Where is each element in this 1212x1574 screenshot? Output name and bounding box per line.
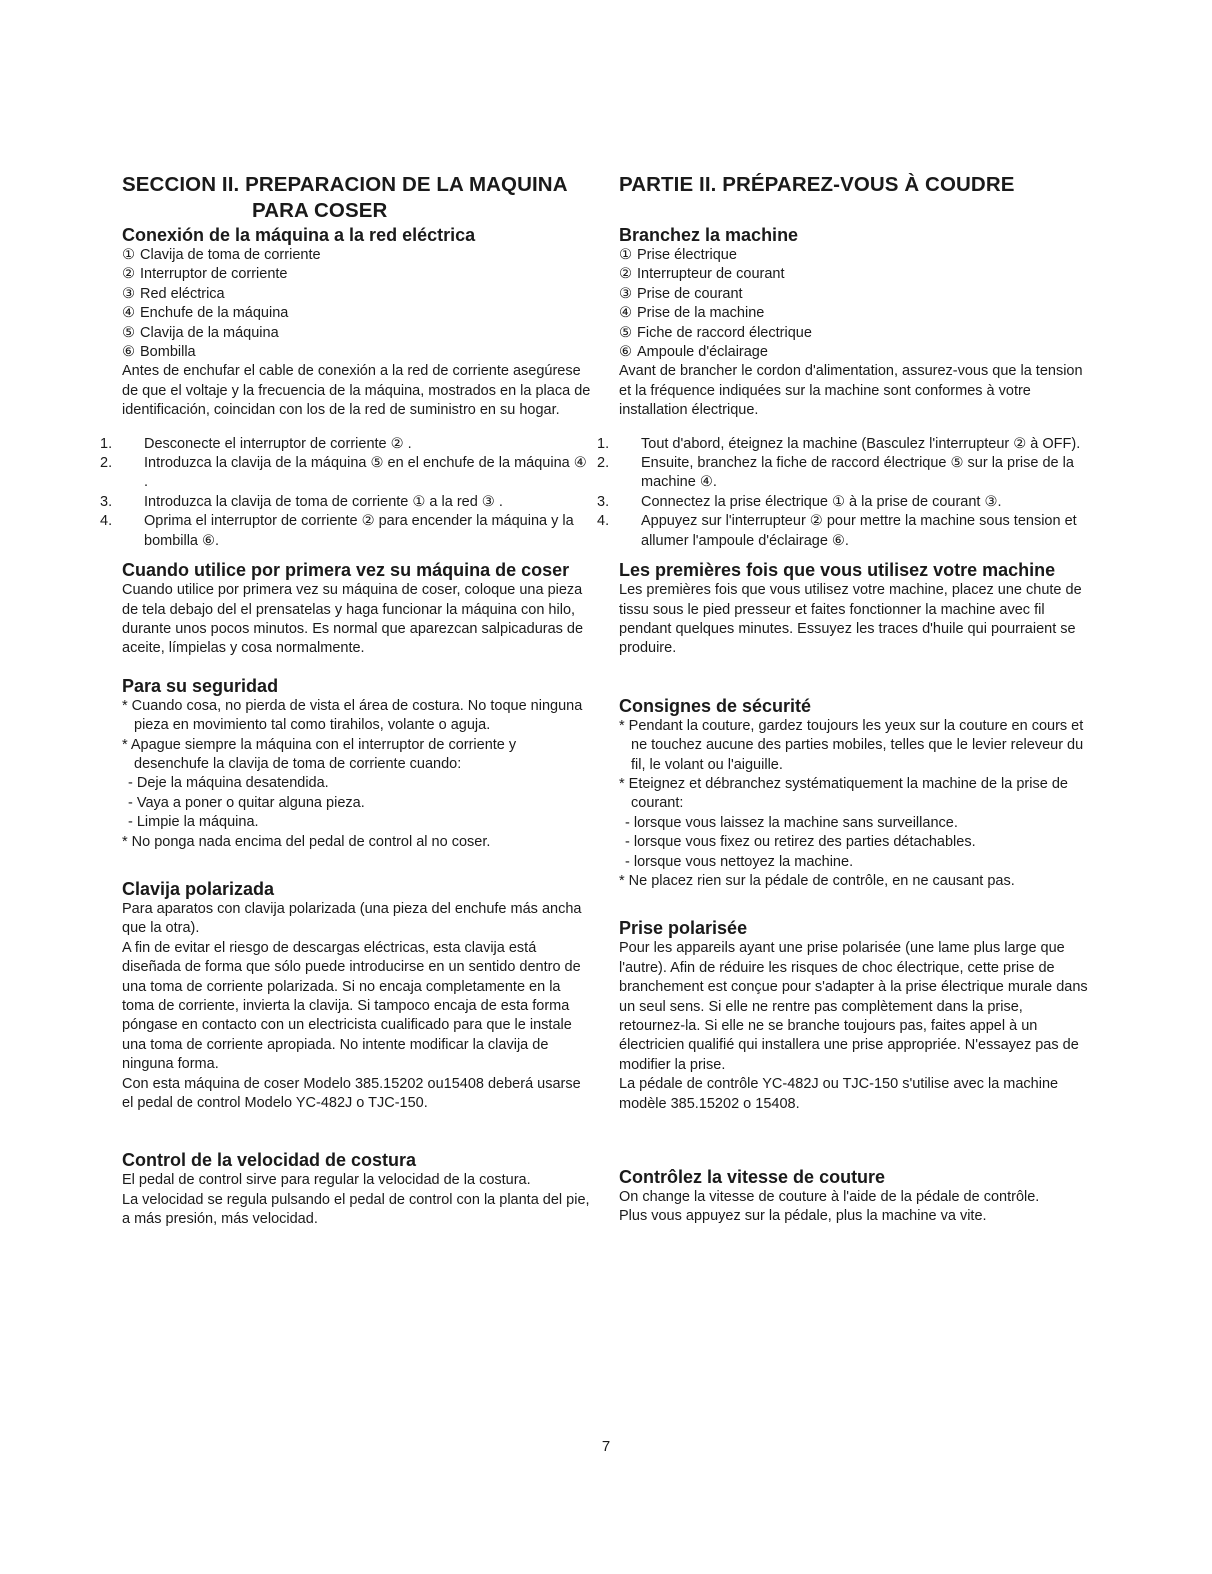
fr-polar-p2: La pédale de contrôle YC-482J ou TJC-150 s'utilise avec la machine modèle 385.15202 o 15408. [619,1076,1059,1112]
es-safety-bullet: * No ponga nada encima del pedal de control al no coser. [122,833,491,850]
es-safety-dash: - Deje la máquina desatendida. [128,775,329,792]
es-speed-heading: Control de la velocidad de costura [122,1150,417,1171]
list-item: ④ Enchufe de la máquina [122,305,289,322]
es-polar-p1: Para aparatos con clavija polarizada (una pieza del enchufe más ancha que la otra). [122,900,582,937]
list-item: ⑤ Clavija de la máquina [122,324,279,341]
list-item: ④ Prise de la machine [619,305,765,322]
list-item: ③ Prise de courant [619,285,743,302]
es-safety-dash: - Limpie la máquina. [128,814,259,831]
fr-connect-paragraph: Avant de brancher le cordon d'alimentation, assurez-vous que la tension et la fréquence indiquées sur la machine sont conformes à votre installation électrique. [619,363,1083,419]
list-item: ② Interruptor de corriente [122,266,288,283]
fr-speed-p2: Plus vous appuyez sur la pédale, plus la machine va vite. [619,1208,987,1225]
es-speed-p2: La velocidad se regula pulsando el pedal de control con la planta del pie, a más presión, más velocidad. [122,1191,590,1228]
es-safety-heading: Para su seguridad [122,675,279,696]
page-number: 7 [601,1438,611,1455]
list-item: ① Prise électrique [619,247,737,263]
fr-safety-dash: - lorsque vous laissez la machine sans surveillance. [625,814,958,831]
list-item: ⑥ Bombilla [122,344,196,361]
fr-first-use-heading: Les premières fois que vous utilisez votre machine [619,560,1056,581]
es-connect-paragraph: Antes de enchufar el cable de conexión a la red de corriente asegúrese de que el voltaje y la frecuencia de la máquina, mostrados en la placa de identificación, coincidan con los de la red de suministro en su hogar. [122,363,591,419]
fr-first-use-paragraph: Les premières fois que vous utilisez votre machine, placez une chute de tissu sous le pied presseur et faites fonctionner la machine avec fil pendant quelques minutes. Essuyez les traces d'huile qui pourraient se produire. [619,582,1082,657]
fr-connect-heading: Branchez la machine [619,225,799,245]
list-item: 3. Connectez la prise électrique ① à la prise de courant ③. [597,493,1002,510]
list-item: 1. Desconecte el interruptor de corriente ② . [100,435,412,452]
fr-speed-heading: Contrôlez la vitesse de couture [619,1167,886,1188]
fr-safety-bullet: * Pendant la couture, gardez toujours les yeux sur la couture en cours et ne touchez aucune des parties mobiles, telles que le levier releveur du fil, le volant ou l'aiguille. [619,717,1084,773]
spanish-column [100,172,594,1230]
list-item: ② Interrupteur de courant [619,266,785,283]
fr-safety-bullet: * Eteignez et débranchez systématiquement la machine de la prise de courant: [619,775,1068,812]
fr-section-title: PARTIE II. PRÉPAREZ-VOUS À COUDRE [619,173,1015,196]
fr-steps-list [597,435,1091,551]
es-first-use-paragraph: Cuando utilice por primera vez su máquina de coser, coloque una pieza de tela debajo del el prensatelas y haga funcionar la máquina con hilo, durante unos pocos minutos. Es normal que aparezcan salpicaduras de aceite, límpielas y cosa normalmente. [122,582,584,657]
list-item: 4. Appuyez sur l'interrupteur ② pour mettre la machine sous tension et allumer l'ampoule d'éclairage ⑥. [597,513,1077,549]
fr-safety-bullet: * Ne placez rien sur la pédale de contrôle, en ne causant pas. [619,872,1015,889]
es-safety-dash: - Vaya a poner o quitar alguna pieza. [128,794,365,811]
list-item: 2. Ensuite, branchez la fiche de raccord électrique ⑤ sur la prise de la machine ④. [597,455,1074,491]
fr-polar-heading: Prise polarisée [619,918,748,939]
es-polar-p3: Con esta máquina de coser Modelo 385.15202 ou15408 deberá usarse el pedal de control Modelo YC-482J o TJC-150. [122,1075,581,1112]
es-first-use-heading: Cuando utilice por primera vez su máquina de coser [122,560,570,581]
es-safety-bullet: * Apague siempre la máquina con el interruptor de corriente y desenchufe la clavija de toma de corriente cuando: [122,736,517,772]
es-title-line1: SECCION II. PREPARACION DE LA MAQUINA [122,173,568,196]
list-item: ⑥ Ampoule d'éclairage [619,344,768,361]
es-speed-p1: El pedal de control sirve para regular la velocidad de la costura. [122,1172,531,1189]
list-item: 3. Introduzca la clavija de toma de corriente ① a la red ③ . [100,493,503,510]
es-polar-heading: Clavija polarizada [122,878,275,899]
list-item: ① Clavija de toma de corriente [122,247,321,263]
es-polar-p2: A fin de evitar el riesgo de descargas eléctricas, esta clavija está diseñada de forma que sólo puede introducirse en un sentido dentro de una toma de corriente polarizada. Si no encaja completamente en la toma de corriente, invierta la clavija. Si tampoco encaja de esta forma póngase en contacto con un electricista cualificado para que le instale una toma de corriente apropiada. No intente modificar la clavija de ninguna forma. [122,939,581,1073]
es-connect-heading: Conexión de la máquina a la red eléctrica [122,225,476,245]
list-item: ⑤ Fiche de raccord électrique [619,324,812,341]
fr-speed-p1: On change la vitesse de couture à l'aide de la pédale de contrôle. [619,1189,1040,1206]
list-item: 4. Oprima el interruptor de corriente ② para encender la máquina y la bombilla ⑥. [100,513,574,549]
fr-parts-list [619,246,1091,362]
list-item: 2. Introduzca la clavija de la máquina ⑤ en el enchufe de la máquina ④ . [100,455,587,491]
french-column [597,172,1091,1227]
fr-safety-heading: Consignes de sécurité [619,695,812,716]
es-title-line2: PARA COSER [252,199,388,222]
es-steps-list [100,435,594,551]
fr-polar-p1: Pour les appareils ayant une prise polarisée (une lame plus large que l'autre). Afin de réduire les risques de choc électrique, cette prise de branchement est conçue pour s'adapter à la prise électrique murale dans un seul sens. Si elle ne rentre pas complètement dans la prise, retournez-la. Si elle ne se branche toujours pas, faites appel à un électricien qualifié qui installera une prise appropriée. N'essayez pas de modifier la prise. [619,940,1088,1073]
fr-safety-dash: - lorsque vous nettoyez la machine. [625,853,854,870]
list-item: 1. Tout d'abord, éteignez la machine (Basculez l'interrupteur ② à OFF). [597,435,1081,452]
es-parts-list [122,246,594,362]
fr-safety-dash: - lorsque vous fixez ou retirez des parties détachables. [625,834,976,851]
es-section-title [122,172,594,224]
list-item: ③ Red eléctrica [122,285,225,302]
es-safety-bullet: * Cuando cosa, no pierda de vista el área de costura. No toque ninguna pieza en movimiento tal como tirahilos, volante o aguja. [122,697,583,734]
